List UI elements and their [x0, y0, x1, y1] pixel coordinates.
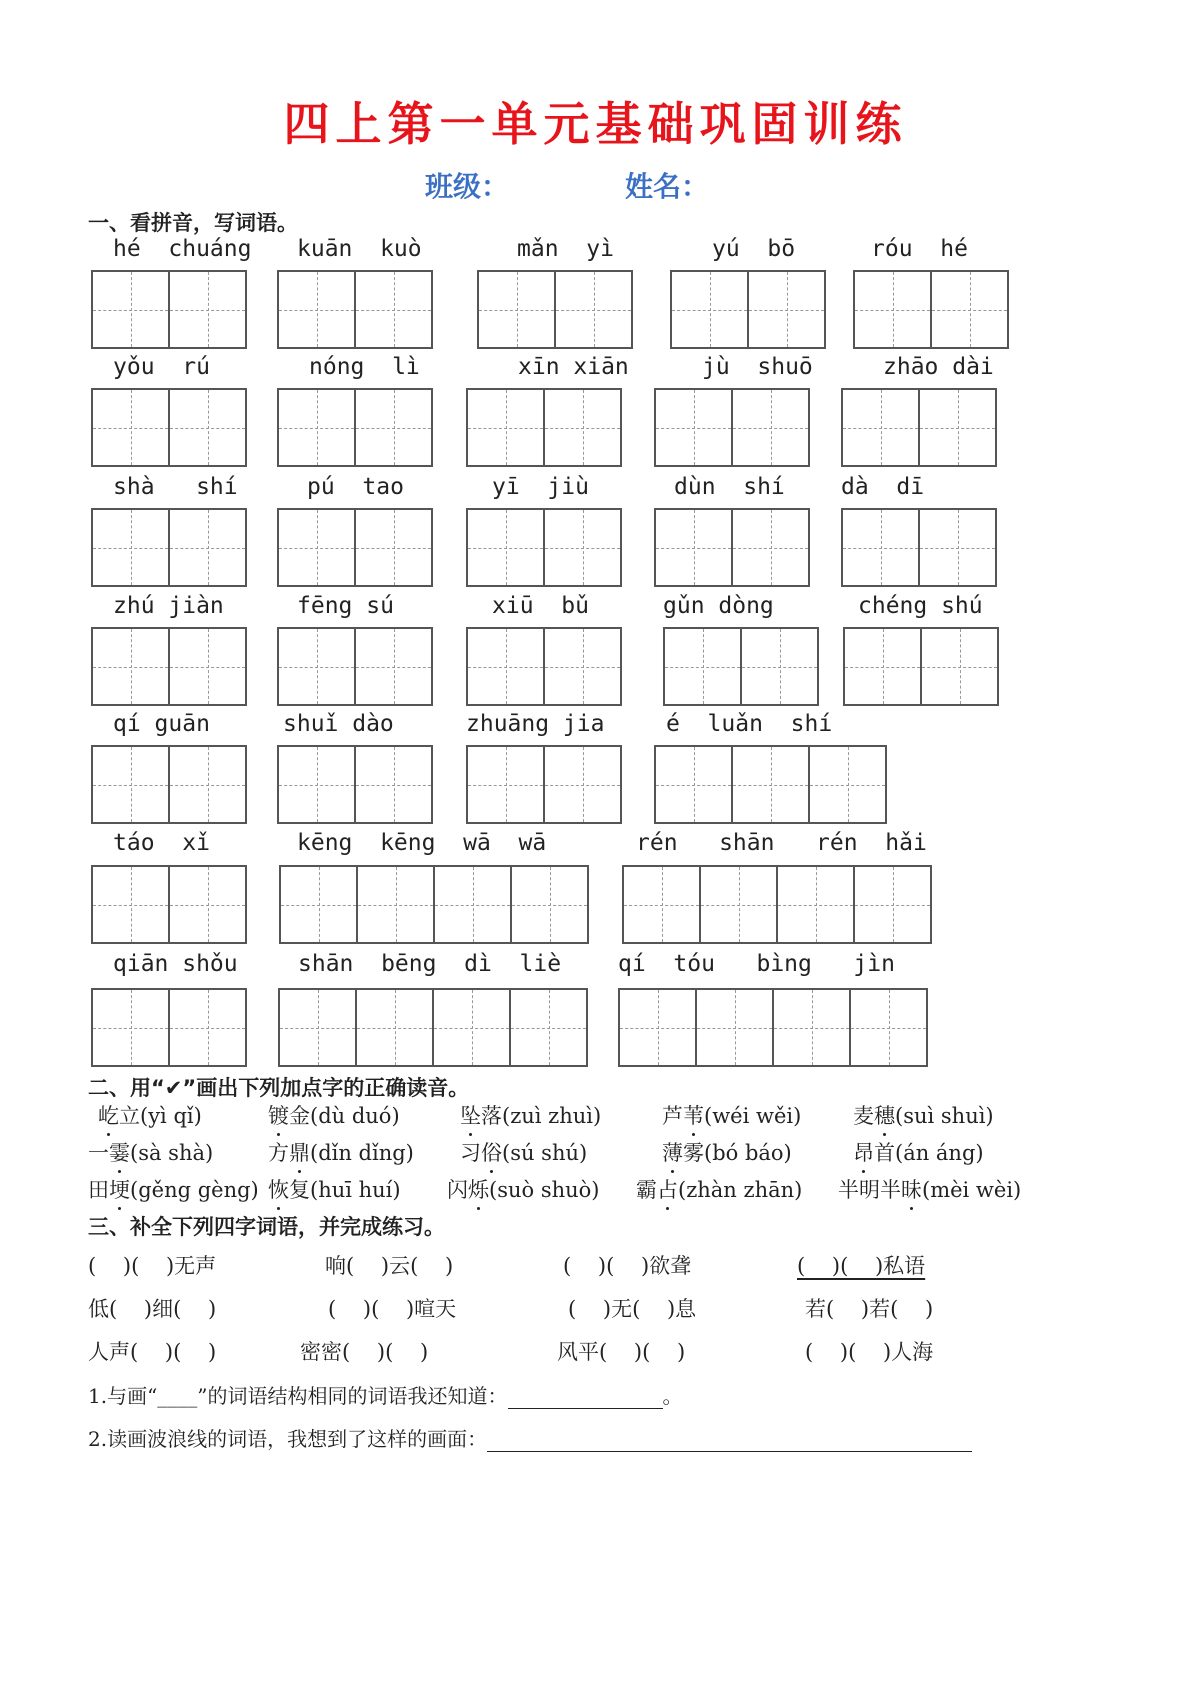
- emphasis-dot: [883, 1133, 886, 1136]
- idiom-blank[interactable]: ( )( )喧天: [328, 1297, 457, 1321]
- writing-cell[interactable]: [93, 272, 170, 347]
- pronunciation-item: [268, 1174, 401, 1204]
- pinyin-options[interactable]: (suì shuì): [895, 1104, 994, 1128]
- writing-cell[interactable]: [93, 390, 170, 465]
- writing-cell[interactable]: [843, 510, 920, 585]
- writing-cell[interactable]: [435, 867, 512, 942]
- writing-cell[interactable]: [468, 629, 545, 704]
- pinyin-label: mǎn yì: [517, 236, 614, 262]
- emphasis-dot: [692, 1133, 695, 1136]
- word-wrapper: [662, 1100, 704, 1130]
- writing-cell[interactable]: [93, 990, 170, 1065]
- word-wrapper: [268, 1174, 310, 1204]
- emphasis-dot: [277, 1133, 280, 1136]
- writing-grid: [466, 627, 622, 706]
- emphasis-dot: [298, 1170, 301, 1173]
- writing-cell[interactable]: [810, 747, 885, 822]
- writing-grid: [91, 508, 247, 587]
- writing-cell[interactable]: [279, 629, 356, 704]
- writing-cell[interactable]: [279, 390, 356, 465]
- pinyin-label: jù shuō: [702, 354, 813, 380]
- pinyin-label: dùn shí: [674, 474, 785, 500]
- writing-cell[interactable]: [170, 390, 245, 465]
- emphasis-dot: [477, 1207, 480, 1210]
- pinyin-label: gǔn dòng: [663, 593, 774, 619]
- writing-grid: [466, 745, 622, 824]
- pronunciation-item: [88, 1174, 259, 1204]
- answer-line-1[interactable]: [508, 1388, 663, 1409]
- idiom-blank[interactable]: 低( )细( ): [88, 1297, 217, 1321]
- writing-cell[interactable]: [733, 747, 810, 822]
- question-1-suffix: 。: [662, 1384, 683, 1408]
- pronunciation-item: [460, 1137, 587, 1167]
- writing-cell[interactable]: [843, 390, 920, 465]
- writing-cell[interactable]: [545, 390, 620, 465]
- writing-grid: [91, 865, 247, 944]
- word: 闪烁: [447, 1178, 489, 1202]
- writing-cell[interactable]: [511, 990, 586, 1065]
- question-1: [88, 1380, 683, 1409]
- emphasis-dot: [666, 1207, 669, 1210]
- writing-cell[interactable]: [170, 990, 245, 1065]
- pinyin-label: shà shí: [113, 474, 238, 500]
- pinyin-label: qiān shǒu: [113, 951, 238, 977]
- pinyin-options[interactable]: (dù duó): [310, 1104, 400, 1128]
- writing-cell[interactable]: [672, 272, 749, 347]
- writing-grid: [618, 988, 928, 1067]
- writing-cell[interactable]: [281, 867, 358, 942]
- emphasis-dot: [910, 1207, 913, 1210]
- writing-grid: [841, 388, 997, 467]
- word: 田埂: [88, 1178, 130, 1202]
- pinyin-options[interactable]: (zhàn zhān): [678, 1178, 803, 1202]
- writing-cell[interactable]: [93, 629, 170, 704]
- word-wrapper: [838, 1174, 922, 1204]
- pronunciation-item: [838, 1174, 1021, 1204]
- writing-grid: [277, 388, 433, 467]
- pinyin-label: kēng kēng wā wā: [297, 830, 547, 856]
- word: 麦穗: [853, 1104, 895, 1128]
- question-1-text: 1.与画“____”的词语结构相同的词语我还知道：: [88, 1384, 508, 1408]
- word: 屹立: [98, 1104, 140, 1128]
- question-2-text: 2.读画波浪线的词语，我想到了这样的画面：: [88, 1427, 488, 1451]
- idiom-blank[interactable]: 人声( )( ): [88, 1340, 217, 1364]
- idiom-blank[interactable]: 密密( )( ): [300, 1340, 429, 1364]
- writing-cell[interactable]: [665, 629, 742, 704]
- pinyin-label: dà dī: [841, 474, 925, 500]
- writing-cell[interactable]: [170, 510, 245, 585]
- writing-grid: [277, 508, 433, 587]
- writing-cell[interactable]: [434, 990, 511, 1065]
- section2-heading: 二、用“✔”画出下列加点字的正确读音。: [88, 1076, 470, 1100]
- pinyin-label: xiū bǔ: [492, 593, 589, 619]
- emphasis-dot: [118, 1207, 121, 1210]
- word-wrapper: [460, 1100, 502, 1130]
- writing-grid: [843, 627, 999, 706]
- writing-cell[interactable]: [920, 390, 995, 465]
- writing-cell[interactable]: [545, 747, 620, 822]
- writing-cell[interactable]: [851, 990, 926, 1065]
- writing-cell[interactable]: [93, 867, 170, 942]
- writing-cell[interactable]: [932, 272, 1007, 347]
- word: 半明半昧: [838, 1178, 922, 1202]
- word-wrapper: [636, 1174, 678, 1204]
- writing-cell[interactable]: [356, 390, 431, 465]
- idiom-blank[interactable]: ( )( )欲聋: [563, 1254, 692, 1278]
- writing-grid: [622, 865, 932, 944]
- pronunciation-item: [98, 1100, 202, 1130]
- pronunciation-item: [88, 1137, 213, 1167]
- writing-cell[interactable]: [920, 510, 995, 585]
- emphasis-dot: [277, 1207, 280, 1210]
- writing-cell[interactable]: [697, 990, 774, 1065]
- writing-cell[interactable]: [733, 510, 808, 585]
- pinyin-label: fēng sú: [297, 593, 394, 619]
- writing-cell[interactable]: [93, 510, 170, 585]
- word-wrapper: [268, 1137, 310, 1167]
- writing-cell[interactable]: [778, 867, 855, 942]
- word: 芦苇: [662, 1104, 704, 1128]
- writing-grid: [91, 988, 247, 1067]
- writing-grid: [277, 745, 433, 824]
- writing-grid: [91, 388, 247, 467]
- pinyin-label: zhuāng jia: [466, 711, 605, 737]
- writing-grid: [663, 627, 819, 706]
- writing-cell[interactable]: [357, 990, 434, 1065]
- word-wrapper: [853, 1137, 895, 1167]
- word-wrapper: [853, 1100, 895, 1130]
- writing-grid: [654, 745, 887, 824]
- writing-cell[interactable]: [742, 629, 817, 704]
- question-2: [88, 1423, 972, 1452]
- writing-grid: [91, 270, 247, 349]
- writing-cell[interactable]: [170, 629, 245, 704]
- pinyin-label: zhú jiàn: [113, 593, 224, 619]
- emphasis-dot: [469, 1133, 472, 1136]
- word: 昂首: [853, 1141, 895, 1165]
- writing-cell[interactable]: [845, 629, 922, 704]
- writing-cell[interactable]: [468, 510, 545, 585]
- writing-cell[interactable]: [556, 272, 631, 347]
- word-wrapper: [662, 1137, 704, 1167]
- pinyin-label: chéng shú: [858, 593, 983, 619]
- writing-grid: [466, 388, 622, 467]
- writing-grid: [654, 388, 810, 467]
- writing-cell[interactable]: [170, 747, 245, 822]
- pinyin-label: xīn xiān: [518, 354, 629, 380]
- pinyin-label: shuǐ dào: [283, 711, 394, 737]
- writing-cell[interactable]: [922, 629, 997, 704]
- writing-grid: [670, 270, 826, 349]
- writing-cell[interactable]: [468, 747, 545, 822]
- emphasis-dot: [490, 1170, 493, 1173]
- emphasis-dot: [671, 1170, 674, 1173]
- pinyin-label: qí guān: [113, 711, 210, 737]
- pinyin-label: hé chuáng: [113, 236, 252, 262]
- writing-cell[interactable]: [656, 510, 733, 585]
- writing-grid: [853, 270, 1009, 349]
- pinyin-options[interactable]: (zuì zhuì): [502, 1104, 602, 1128]
- pinyin-options[interactable]: (gěng gèng): [130, 1178, 259, 1202]
- pinyin-options[interactable]: (suò shuò): [489, 1178, 600, 1202]
- writing-cell[interactable]: [468, 390, 545, 465]
- word: 方鼎: [268, 1141, 310, 1165]
- pinyin-label: shān bēng dì liè: [298, 951, 562, 977]
- idiom-blank[interactable]: 响( )云( ): [325, 1254, 454, 1278]
- word: 一霎: [88, 1141, 130, 1165]
- writing-grid: [654, 508, 810, 587]
- writing-cell[interactable]: [356, 747, 431, 822]
- pinyin-label: nóng lì: [309, 354, 420, 380]
- pinyin-options[interactable]: (sú shú): [502, 1141, 588, 1165]
- word-wrapper: [447, 1174, 489, 1204]
- pinyin-options[interactable]: (mèi wèi): [922, 1178, 1022, 1202]
- pronunciation-item: [853, 1137, 984, 1167]
- pinyin-label: rén shān rén hǎi: [636, 830, 927, 856]
- class-label: 班级：: [425, 170, 510, 203]
- writing-cell[interactable]: [733, 390, 808, 465]
- idiom-blank[interactable]: ( )( )私语: [797, 1254, 926, 1278]
- pronunciation-item: [447, 1174, 599, 1204]
- writing-grid: [277, 627, 433, 706]
- writing-cell[interactable]: [170, 867, 245, 942]
- emphasis-dot: [862, 1170, 865, 1173]
- word-wrapper: [88, 1137, 130, 1167]
- word-wrapper: [268, 1100, 310, 1130]
- section3-heading: 三、补全下列四字词语，并完成练习。: [88, 1215, 445, 1239]
- pinyin-options[interactable]: (yì qǐ): [140, 1104, 202, 1128]
- writing-cell[interactable]: [279, 272, 356, 347]
- worksheet-title: 四上第一单元基础巩固训练: [283, 97, 908, 151]
- writing-grid: [277, 270, 433, 349]
- pinyin-label: qí tóu bìng jìn: [618, 951, 895, 977]
- pronunciation-item: [853, 1100, 994, 1130]
- writing-cell[interactable]: [279, 510, 356, 585]
- writing-cell[interactable]: [356, 629, 431, 704]
- pinyin-label: yī jiù: [492, 474, 589, 500]
- word-wrapper: [460, 1137, 502, 1167]
- writing-cell[interactable]: [855, 867, 930, 942]
- word-wrapper: [98, 1100, 140, 1130]
- pinyin-label: róu hé: [871, 236, 968, 262]
- word: 薄雾: [662, 1141, 704, 1165]
- name-label: 姓名：: [625, 170, 710, 203]
- idiom-blank[interactable]: 风平( )( ): [557, 1340, 686, 1364]
- pinyin-options[interactable]: (sà shà): [130, 1141, 214, 1165]
- section1-heading: 一、看拼音，写词语。: [88, 211, 298, 235]
- pronunciation-item: [460, 1100, 601, 1130]
- writing-cell[interactable]: [656, 390, 733, 465]
- pinyin-label: pú tao: [307, 474, 404, 500]
- writing-cell[interactable]: [545, 510, 620, 585]
- writing-cell[interactable]: [356, 272, 431, 347]
- word: 霸占: [636, 1178, 678, 1202]
- idiom-blank[interactable]: ( )( )无声: [88, 1254, 217, 1278]
- writing-cell[interactable]: [620, 990, 697, 1065]
- pinyin-options[interactable]: (huī huí): [310, 1178, 401, 1202]
- idiom-blank[interactable]: 若( )若( ): [805, 1297, 934, 1321]
- pronunciation-item: [662, 1100, 801, 1130]
- word: 恢复: [268, 1178, 310, 1202]
- pinyin-options[interactable]: (dǐn dǐng): [310, 1141, 414, 1165]
- pinyin-options[interactable]: (bó báo): [704, 1141, 792, 1165]
- pronunciation-item: [268, 1137, 414, 1167]
- pinyin-label: yú bō: [712, 236, 796, 262]
- idiom-blank[interactable]: ( )无( )息: [568, 1297, 697, 1321]
- writing-cell[interactable]: [280, 990, 357, 1065]
- writing-cell[interactable]: [93, 747, 170, 822]
- word: 坠落: [460, 1104, 502, 1128]
- word-wrapper: [88, 1174, 130, 1204]
- pinyin-options[interactable]: (án áng): [895, 1141, 984, 1165]
- writing-cell[interactable]: [774, 990, 851, 1065]
- word: 镀金: [268, 1104, 310, 1128]
- writing-cell[interactable]: [855, 272, 932, 347]
- pronunciation-item: [662, 1137, 792, 1167]
- writing-grid: [279, 865, 589, 944]
- pinyin-options[interactable]: (wéi wěi): [704, 1104, 802, 1128]
- pinyin-label: kuān kuò: [297, 236, 422, 262]
- writing-grid: [466, 508, 622, 587]
- writing-grid: [91, 627, 247, 706]
- answer-line-2[interactable]: [487, 1431, 972, 1452]
- writing-grid: [841, 508, 997, 587]
- writing-cell[interactable]: [358, 867, 435, 942]
- pronunciation-item: [636, 1174, 802, 1204]
- writing-cell[interactable]: [545, 629, 620, 704]
- writing-cell[interactable]: [749, 272, 824, 347]
- writing-grid: [278, 988, 588, 1067]
- pinyin-label: é luǎn shí: [666, 711, 833, 737]
- emphasis-dot: [118, 1170, 121, 1173]
- pinyin-label: zhāo dài: [883, 354, 994, 380]
- emphasis-dot: [107, 1133, 110, 1136]
- writing-cell[interactable]: [701, 867, 778, 942]
- pronunciation-item: [268, 1100, 400, 1130]
- writing-cell[interactable]: [624, 867, 701, 942]
- pinyin-label: táo xǐ: [113, 830, 210, 856]
- writing-cell[interactable]: [479, 272, 556, 347]
- pinyin-label: yǒu rú: [113, 354, 210, 380]
- word: 习俗: [460, 1141, 502, 1165]
- writing-grid: [91, 745, 247, 824]
- idiom-blank[interactable]: ( )( )人海: [805, 1340, 934, 1364]
- writing-grid: [477, 270, 633, 349]
- writing-cell[interactable]: [279, 747, 356, 822]
- writing-cell[interactable]: [170, 272, 245, 347]
- writing-cell[interactable]: [512, 867, 587, 942]
- writing-cell[interactable]: [656, 747, 733, 822]
- writing-cell[interactable]: [356, 510, 431, 585]
